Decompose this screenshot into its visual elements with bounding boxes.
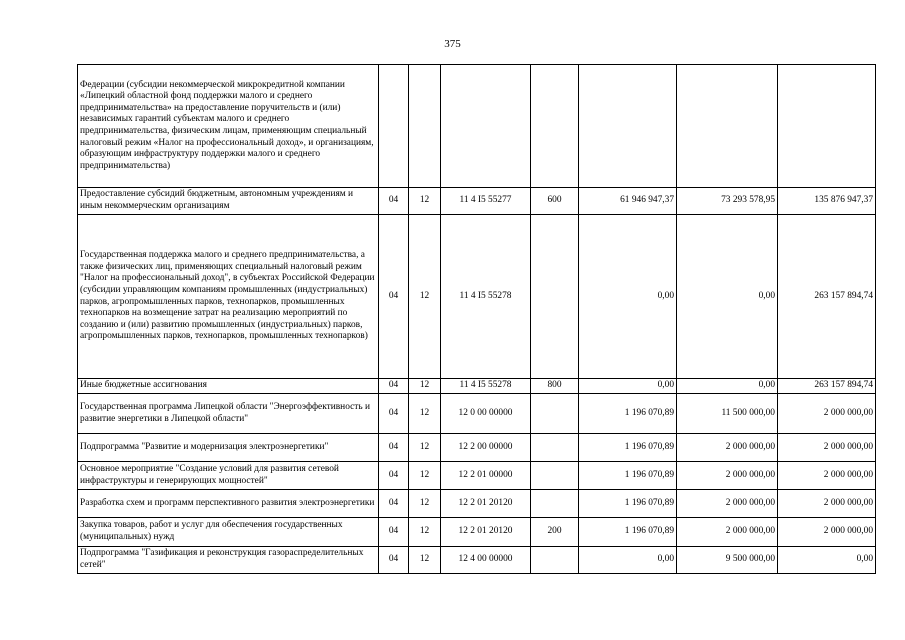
cell-sum2: 2 000 000,00 <box>677 434 778 462</box>
cell-pr: 12 <box>409 188 441 215</box>
cell-sum3: 2 000 000,00 <box>778 518 876 547</box>
row-name: Закупка товаров, работ и услуг для обеспечения государственных (муниципальных) нужд <box>78 518 379 547</box>
cell-pr: 12 <box>409 462 441 490</box>
cell-gp: 04 <box>379 462 409 490</box>
table-row <box>78 65 876 188</box>
cell-sum3 <box>778 65 876 188</box>
cell-sum2: 2 000 000,00 <box>677 518 778 547</box>
cell-sum2: 11 500 000,00 <box>677 394 778 434</box>
cell-gp <box>379 65 409 188</box>
cell-sum3: 2 000 000,00 <box>778 394 876 434</box>
cell-pr: 12 <box>409 379 441 394</box>
cell-vr <box>531 65 579 188</box>
cell-vr: 200 <box>531 518 579 547</box>
cell-sum3: 2 000 000,00 <box>778 462 876 490</box>
cell-csr <box>441 65 531 188</box>
table-row <box>78 379 876 394</box>
cell-csr: 12 2 01 20120 <box>441 518 531 547</box>
row-name: Основное мероприятие "Создание условий для развития сетевой инфраструктуры и генерирующих мощностей" <box>78 462 379 490</box>
cell-gp: 04 <box>379 215 409 379</box>
cell-sum3: 2 000 000,00 <box>778 434 876 462</box>
cell-sum2 <box>677 65 778 188</box>
cell-gp: 04 <box>379 188 409 215</box>
budget-table <box>77 64 876 574</box>
cell-sum1: 0,00 <box>579 379 677 394</box>
cell-vr <box>531 462 579 490</box>
cell-csr: 12 4 00 00000 <box>441 547 531 574</box>
table-row <box>78 462 876 490</box>
cell-sum3: 263 157 894,74 <box>778 215 876 379</box>
cell-sum1: 1 196 070,89 <box>579 434 677 462</box>
cell-sum3: 2 000 000,00 <box>778 490 876 518</box>
row-name: Иные бюджетные ассигнования <box>78 379 379 394</box>
row-name: Подпрограмма "Газификация и реконструкция газораспределительных сетей" <box>78 547 379 574</box>
cell-vr <box>531 490 579 518</box>
cell-csr: 11 4 I5 55278 <box>441 215 531 379</box>
cell-sum1: 1 196 070,89 <box>579 462 677 490</box>
row-name: Государственная программа Липецкой области "Энергоэффективность и развитие энергетики в Липецкой области" <box>78 394 379 434</box>
cell-sum1 <box>579 65 677 188</box>
cell-sum1: 0,00 <box>579 215 677 379</box>
cell-sum2: 2 000 000,00 <box>677 490 778 518</box>
table-row <box>78 490 876 518</box>
cell-sum2: 0,00 <box>677 379 778 394</box>
cell-gp: 04 <box>379 434 409 462</box>
table-row <box>78 188 876 215</box>
cell-sum1: 1 196 070,89 <box>579 490 677 518</box>
cell-vr <box>531 215 579 379</box>
cell-sum2: 9 500 000,00 <box>677 547 778 574</box>
row-name: Подпрограмма "Развитие и модернизация электроэнергетики" <box>78 434 379 462</box>
row-name: Предоставление субсидий бюджетным, автономным учреждениям и иным некоммерческим организациям <box>78 188 379 215</box>
cell-sum2: 0,00 <box>677 215 778 379</box>
cell-gp: 04 <box>379 518 409 547</box>
cell-sum1: 1 196 070,89 <box>579 394 677 434</box>
cell-sum3: 263 157 894,74 <box>778 379 876 394</box>
cell-pr: 12 <box>409 490 441 518</box>
cell-csr: 12 2 01 20120 <box>441 490 531 518</box>
cell-csr: 11 4 I5 55277 <box>441 188 531 215</box>
cell-gp: 04 <box>379 394 409 434</box>
table-row <box>78 394 876 434</box>
cell-sum2: 73 293 578,95 <box>677 188 778 215</box>
cell-sum1: 0,00 <box>579 547 677 574</box>
cell-gp: 04 <box>379 490 409 518</box>
row-name: Разработка схем и программ перспективного развития электроэнергетики <box>78 490 379 518</box>
cell-vr: 600 <box>531 188 579 215</box>
row-name: Федерации (субсидии некоммерческой микрокредитной компании «Липецкий областной фонд поддержки малого и среднего предпринимательства» на предоставление поручительств и (или) независимых гарантий субъектам малого и среднего предпринимательства, физическим лицам, применяющим специальный налоговый режим «Налог на профессиональный доход», и организациям, образующим инфраструктуру поддержки малого и среднего предпринимательства) <box>78 65 379 188</box>
cell-csr: 12 2 01 00000 <box>441 462 531 490</box>
cell-csr: 11 4 I5 55278 <box>441 379 531 394</box>
cell-sum1: 1 196 070,89 <box>579 518 677 547</box>
cell-vr: 800 <box>531 379 579 394</box>
cell-vr <box>531 434 579 462</box>
cell-pr <box>409 65 441 188</box>
cell-gp: 04 <box>379 547 409 574</box>
cell-vr <box>531 547 579 574</box>
table-row <box>78 547 876 574</box>
cell-pr: 12 <box>409 215 441 379</box>
cell-csr: 12 0 00 00000 <box>441 394 531 434</box>
cell-csr: 12 2 00 00000 <box>441 434 531 462</box>
cell-sum2: 2 000 000,00 <box>677 462 778 490</box>
cell-pr: 12 <box>409 547 441 574</box>
cell-pr: 12 <box>409 518 441 547</box>
table-row <box>78 518 876 547</box>
cell-pr: 12 <box>409 394 441 434</box>
cell-sum1: 61 946 947,37 <box>579 188 677 215</box>
page-number: 375 <box>444 38 461 50</box>
cell-vr <box>531 394 579 434</box>
row-name: Государственная поддержка малого и среднего предпринимательства, а также физических лиц, применяющих специальный налоговый режим "Налог на профессиональный доход", в субъектах Российской Федерации (субсидии управляющим компаниям промышленных (индустриальных) парков, агропромышленных парков, технопарков, промышленных технопарков на возмещение затрат на реализацию мероприятий по созданию и (или) развитию промышленных (индустриальных) парков, агропромышленных парков, технопарков, промышленных технопарков) <box>78 215 379 379</box>
cell-gp: 04 <box>379 379 409 394</box>
table-row <box>78 434 876 462</box>
cell-pr: 12 <box>409 434 441 462</box>
cell-sum3: 135 876 947,37 <box>778 188 876 215</box>
table-row <box>78 215 876 379</box>
cell-sum3: 0,00 <box>778 547 876 574</box>
